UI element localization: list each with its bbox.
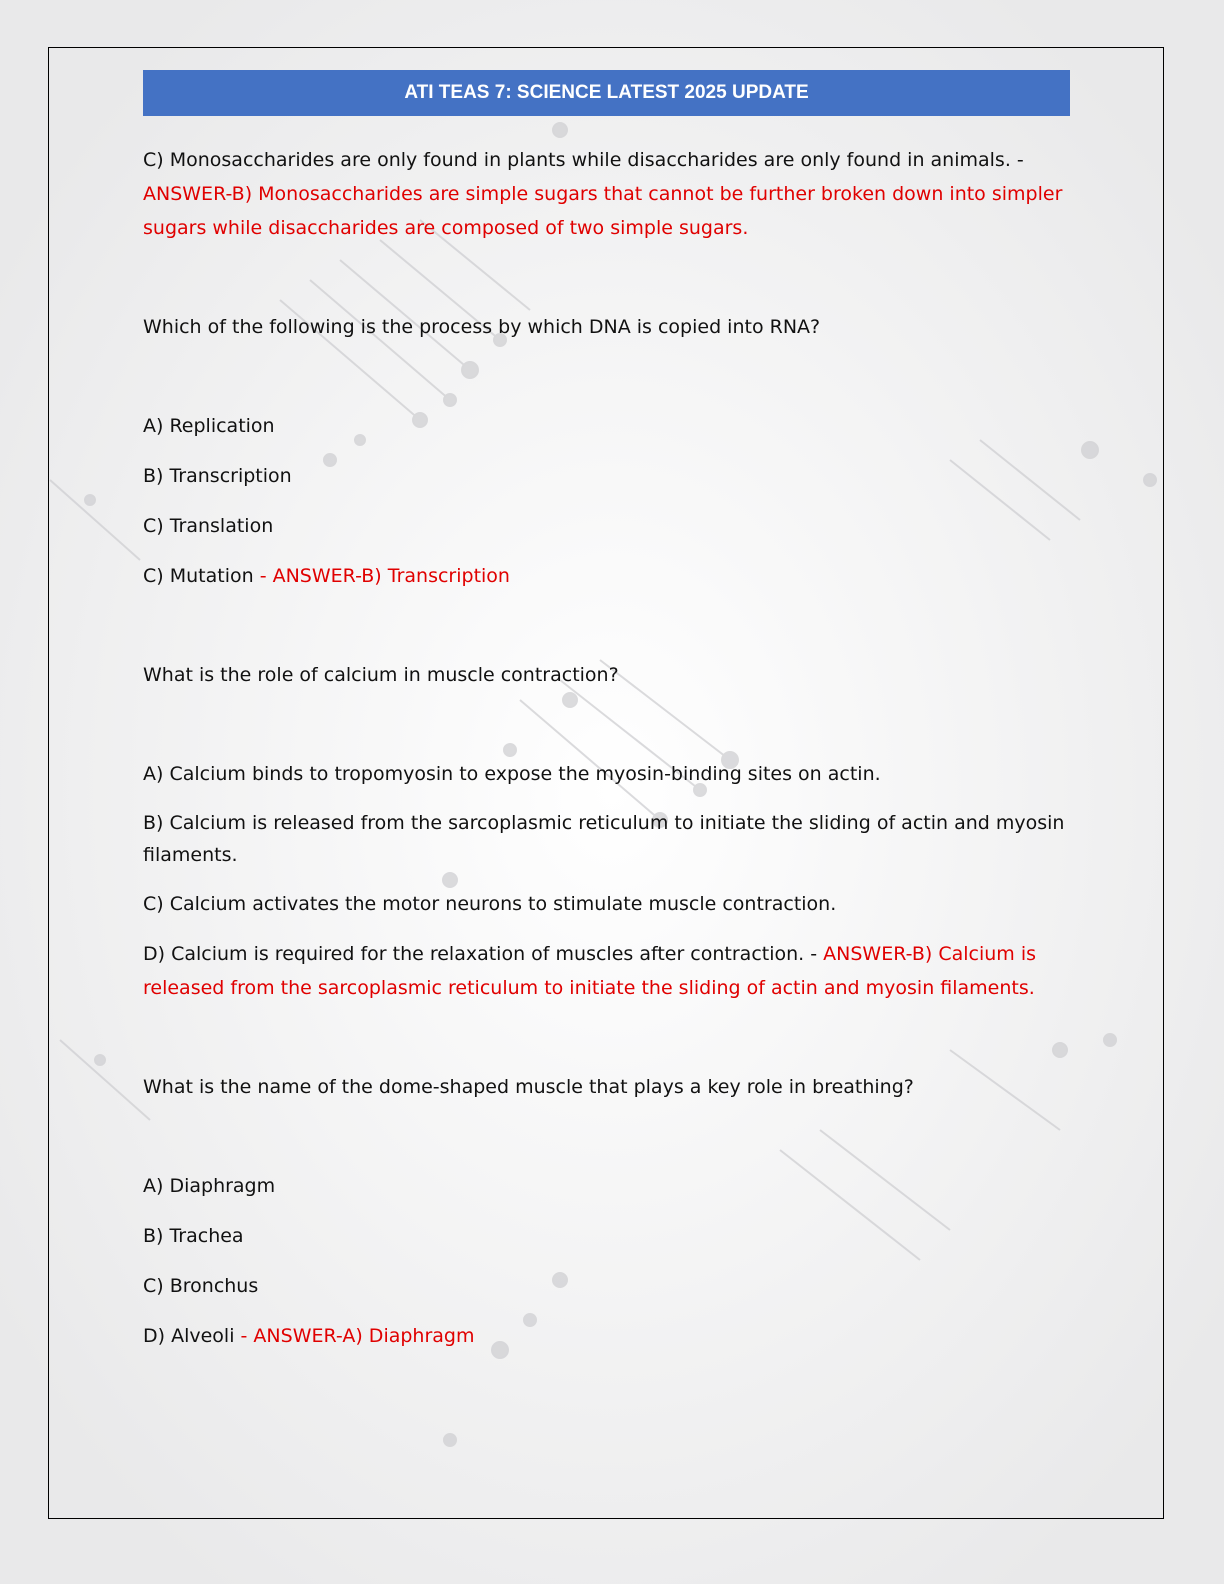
option-item: C) Bronchus: [143, 1275, 259, 1297]
option-item-with-answer: [143, 937, 1073, 1005]
question-1: Which of the following is the process by which DNA is copied into RNA?: [143, 316, 821, 338]
option-item-with-answer: [143, 559, 1073, 593]
page-header-bar: [143, 70, 1070, 116]
option-item: A) Replication: [143, 415, 275, 437]
option-item: B) Trachea: [143, 1225, 244, 1247]
answer-block: [143, 143, 1073, 245]
question-3: What is the name of the dome-shaped muscle that plays a key role in breathing?: [143, 1076, 914, 1098]
option-item: C) Calcium activates the motor neurons to stimulate muscle contraction.: [143, 893, 837, 915]
document-content: [143, 143, 1073, 1353]
page-title: ATI TEAS 7: SCIENCE LATEST 2025 UPDATE: [404, 82, 809, 103]
answer-text: - ANSWER-A) Diaphragm: [240, 1325, 475, 1347]
question-2: What is the role of calcium in muscle contraction?: [143, 664, 619, 686]
option-item: A) Calcium binds to tropomyosin to expose the myosin-binding sites on actin.: [143, 763, 881, 785]
answer-text: ANSWER-B) Calcium is released from the sarcoplasmic reticulum to initiate the sliding of actin and myosin filaments.: [143, 943, 1036, 999]
answer-text: - ANSWER-B) Transcription: [259, 565, 510, 587]
option-item: B) Transcription: [143, 465, 292, 487]
option-item: B) Calcium is released from the sarcoplasmic reticulum to initiate the sliding of actin and myosin filaments.: [143, 812, 1065, 866]
option-text: D) Calcium is required for the relaxation of muscles after contraction. -: [143, 943, 818, 965]
option-item: C) Translation: [143, 515, 274, 537]
option-item: A) Diaphragm: [143, 1175, 276, 1197]
option-text: C) Monosaccharides are only found in plants while disaccharides are only found in animals. -: [143, 149, 1024, 171]
option-text: D) Alveoli: [143, 1325, 235, 1347]
option-text: C) Mutation: [143, 565, 254, 587]
option-item-with-answer: [143, 1319, 1073, 1353]
answer-text: ANSWER-B) Monosaccharides are simple sugars that cannot be further broken down into simpler sugars while disaccharides are composed of two simple sugars.: [143, 183, 1063, 239]
